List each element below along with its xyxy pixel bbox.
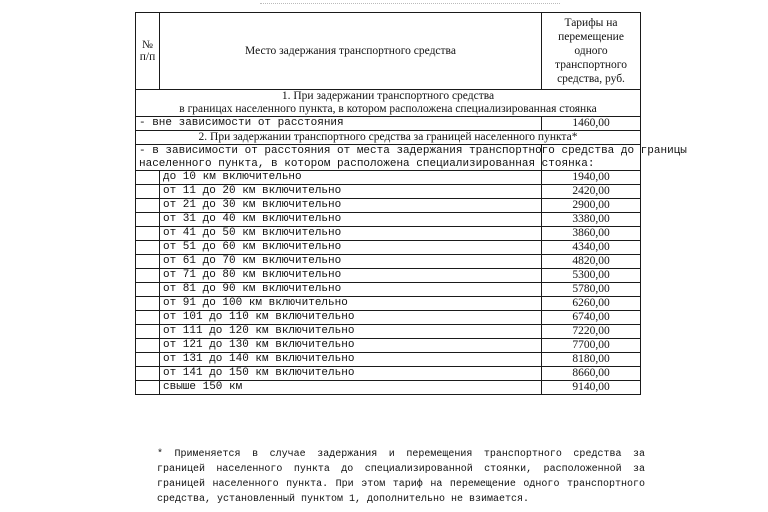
row-number-cell [136,185,160,199]
row-number-cell [136,199,160,213]
table-row [136,255,641,269]
row-distance-label: от 101 до 110 км включительно [160,311,542,325]
row-tariff-value: 2420,00 [542,185,641,199]
table-row [136,199,641,213]
footnote-text: * Применяется в случае задержания и перемещения транспортного средства за границей населенного пункта до специализированной стоянки, расположенной за границей населенного пункта. При этом тариф на перемещение одного транспортного средства, установленный пунктом 1, дополнительно не взимается. [157,449,645,505]
row-tariff-value: 9140,00 [542,381,641,395]
row-distance-label: от 111 до 120 км включительно [160,325,542,339]
header-number-cell [136,13,160,90]
row-number-cell [136,283,160,297]
section-1-row-label: - вне зависимости от расстояния [136,117,542,131]
table-row [136,339,641,353]
row-number-cell [136,255,160,269]
header-place-cell: Место задержания транспортного средства [160,13,542,90]
cropped-previous-line [260,0,560,4]
section-1-title-row [136,90,641,117]
row-number-cell [136,171,160,185]
row-number-cell [136,353,160,367]
row-number-cell [136,381,160,395]
section-2-title-row [136,131,641,145]
table-row [136,171,641,185]
table-row [136,269,641,283]
row-distance-label: от 121 до 130 км включительно [160,339,542,353]
table-row [136,241,641,255]
header-number-label: № [142,38,153,51]
table-row [136,381,641,395]
row-distance-label: от 31 до 40 км включительно [160,213,542,227]
section-1-title [136,90,641,117]
row-tariff-value: 4340,00 [542,241,641,255]
table-row [136,367,641,381]
row-tariff-value: 6740,00 [542,311,641,325]
row-tariff-value: 5780,00 [542,283,641,297]
table-header-row [136,13,641,90]
row-distance-label: от 81 до 90 км включительно [160,283,542,297]
table-row [136,353,641,367]
row-distance-label: от 11 до 20 км включительно [160,185,542,199]
table-row [136,311,641,325]
row-distance-label: от 41 до 50 км включительно [160,227,542,241]
table-row [136,297,641,311]
table-row [136,227,641,241]
row-tariff-value: 8660,00 [542,367,641,381]
row-number-cell [136,325,160,339]
row-tariff-value: 4820,00 [542,255,641,269]
row-tariff-value: 5300,00 [542,269,641,283]
table-row [136,283,641,297]
footnote [135,447,645,507]
section-2-intro-line1: - в зависимости от расстояния от места задержания транспортного средства до границы [139,145,687,157]
section-1-title-line1: 1. При задержании транспортного средства [281,90,495,102]
section-1-row-value: 1460,00 [542,117,641,131]
row-number-cell [136,241,160,255]
row-distance-label: от 131 до 140 км включительно [160,353,542,367]
row-number-cell [136,213,160,227]
row-tariff-value: 6260,00 [542,297,641,311]
row-distance-label: от 71 до 80 км включительно [160,269,542,283]
row-distance-label: от 61 до 70 км включительно [160,255,542,269]
section-2-intro [136,145,687,171]
row-number-cell [136,227,160,241]
row-distance-label: до 10 км включительно [160,171,542,185]
row-tariff-value: 2900,00 [542,199,641,213]
row-distance-label: от 91 до 100 км включительно [160,297,542,311]
tariff-table [135,12,687,395]
row-number-cell [136,367,160,381]
table-row [136,185,641,199]
section-2-intro-line2: населенного пункта, в котором расположена специализированная стоянка: [139,157,595,170]
row-number-cell [136,311,160,325]
row-distance-label: от 141 до 150 км включительно [160,367,542,381]
row-number-cell [136,339,160,353]
row-tariff-value: 3860,00 [542,227,641,241]
row-distance-label: свыше 150 км [160,381,542,395]
row-distance-label: от 21 до 30 км включительно [160,199,542,213]
table-row [136,325,641,339]
row-tariff-value: 1940,00 [542,171,641,185]
row-distance-label: от 51 до 60 км включительно [160,241,542,255]
row-number-cell [136,297,160,311]
row-tariff-value: 7700,00 [542,339,641,353]
section-2-intro-row [136,145,641,171]
section-2-title: 2. При задержании транспортного средства за границей населенного пункта* [136,131,641,145]
header-number-sublabel: п/п [139,51,156,63]
row-tariff-value: 8180,00 [542,353,641,367]
section-1-title-line2: в границах населенного пункта, в котором расположена специализированная стоянка [179,103,597,115]
section-1-row [136,117,641,131]
table-row [136,213,641,227]
row-tariff-value: 3380,00 [542,213,641,227]
header-tariff-cell: Тарифы на перемещение одного транспортного средства, руб. [542,13,641,90]
row-number-cell [136,269,160,283]
row-tariff-value: 7220,00 [542,325,641,339]
